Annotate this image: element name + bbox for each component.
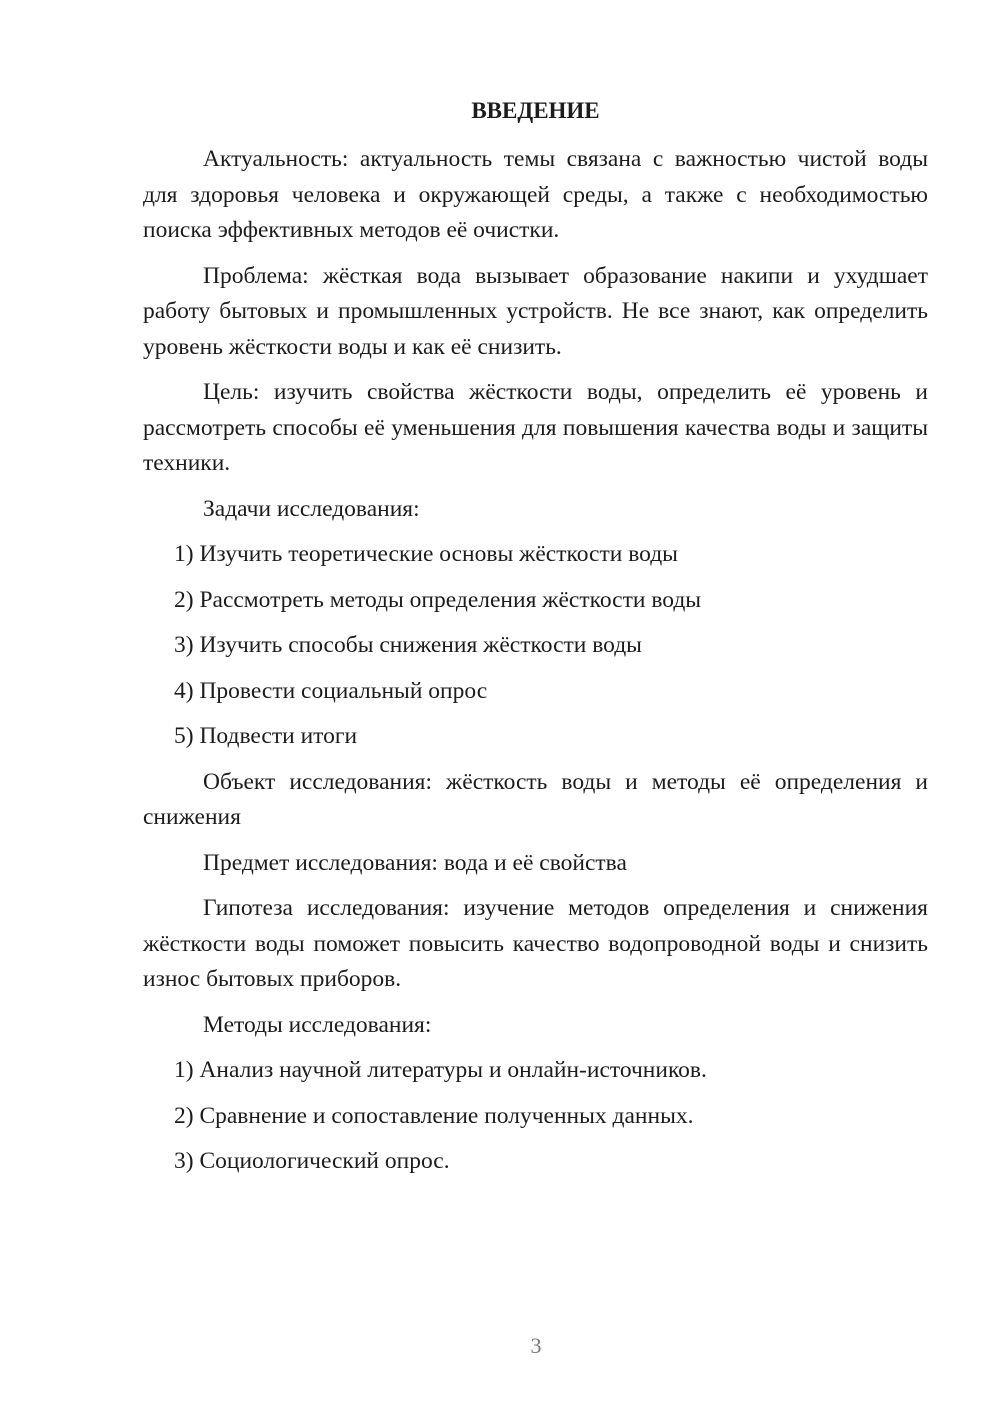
page-content xyxy=(143,94,928,1190)
task-item: 5) Подвести итоги xyxy=(174,723,358,749)
method-item: 3) Социологический опрос. xyxy=(174,1148,450,1174)
method-item: 1) Анализ научной литературы и онлайн-источников. xyxy=(174,1057,707,1083)
methods-heading: Методы исследования: xyxy=(203,1011,432,1038)
hypothesis-paragraph: Гипотеза исследования: изучение методов определения и снижения жёсткости воды поможет повысить качество водопроводной воды и снизить износ бытовых приборов. xyxy=(143,895,928,992)
task-item: 1) Изучить теоретические основы жёсткости воды xyxy=(174,541,678,567)
task-item: 3) Изучить способы снижения жёсткости воды xyxy=(174,632,642,658)
page-number: 3 xyxy=(530,1333,542,1358)
task-item: 2) Рассмотреть методы определения жёсткости воды xyxy=(174,586,702,613)
object-paragraph: Объект исследования: жёсткость воды и методы её определения и снижения xyxy=(143,768,928,830)
section-title: ВВЕДЕНИЕ xyxy=(471,98,600,123)
subject-paragraph: Предмет исследования: вода и её свойства xyxy=(203,849,627,876)
method-item: 2) Сравнение и сопоставление полученных данных. xyxy=(174,1102,694,1129)
goal-paragraph: Цель: изучить свойства жёсткости воды, определить её уровень и рассмотреть способы её уменьшения для повышения качества воды и защиты техники. xyxy=(143,379,928,476)
tasks-heading: Задачи исследования: xyxy=(203,495,420,522)
problem-paragraph: Проблема: жёсткая вода вызывает образование накипи и ухудшает работу бытовых и промышленных устройств. Не все знают, как определить уровень жёсткости воды и как её снизить. xyxy=(143,262,928,360)
relevance-paragraph: Актуальность: актуальность темы связана с важностью чистой воды для здоровья человека и окружающей среды, а также с необходимостью поиска эффективных методов её очистки. xyxy=(143,146,928,243)
task-item: 4) Провести социальный опрос xyxy=(174,677,488,704)
